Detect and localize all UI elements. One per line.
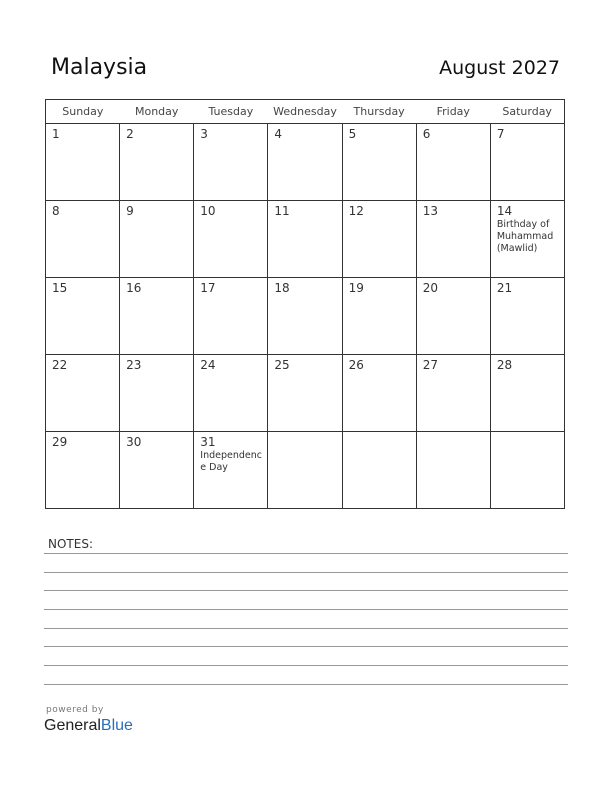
calendar-day-cell <box>120 432 194 509</box>
holiday-label: Independence Day <box>200 450 262 473</box>
calendar-day-cell <box>194 124 268 201</box>
calendar-week-row <box>46 124 565 201</box>
day-number: 30 <box>126 435 142 449</box>
note-line <box>44 665 568 666</box>
calendar-day-cell <box>120 278 194 355</box>
country-title: Malaysia <box>51 55 148 80</box>
day-number: 3 <box>200 127 208 141</box>
note-line <box>44 628 568 629</box>
day-number: 10 <box>200 204 216 218</box>
notes-label: NOTES: <box>48 537 93 551</box>
day-number: 4 <box>274 127 283 141</box>
day-number: 14 <box>496 204 513 218</box>
calendar-day-cell <box>120 124 194 201</box>
day-number: 8 <box>52 204 60 218</box>
day-number: 2 <box>126 127 134 141</box>
holiday-label: Birthday of Muhammad (Mawlid) <box>496 219 554 254</box>
day-number: 31 <box>200 435 216 449</box>
day-number: 20 <box>422 281 438 295</box>
calendar-day-cell <box>46 124 120 201</box>
brand-logo <box>44 717 133 735</box>
day-number: 19 <box>348 281 364 295</box>
weekday-header: Thursday <box>342 100 416 124</box>
calendar-day-cell <box>194 278 268 355</box>
brand-name-part1: General <box>44 717 101 734</box>
day-number: 11 <box>274 204 290 218</box>
day-number: 27 <box>422 358 438 372</box>
weekday-header: Friday <box>416 100 490 124</box>
day-number: 29 <box>52 435 68 449</box>
weekday-header: Saturday <box>490 100 564 124</box>
calendar-day-cell <box>268 432 342 509</box>
calendar-day-cell <box>490 124 564 201</box>
weekday-header-row <box>46 100 565 124</box>
calendar-day-cell <box>46 355 120 432</box>
day-number: 18 <box>274 281 290 295</box>
calendar-week-row <box>46 432 565 509</box>
day-number: 16 <box>126 281 142 295</box>
note-line <box>44 646 568 647</box>
calendar-day-cell <box>342 278 416 355</box>
day-number: 23 <box>126 358 142 372</box>
weekday-header: Wednesday <box>268 100 342 124</box>
calendar-day-cell <box>194 432 268 509</box>
calendar-day-cell <box>416 432 490 509</box>
day-number: 12 <box>348 204 364 218</box>
calendar-week-row <box>46 355 565 432</box>
calendar-day-cell <box>268 124 342 201</box>
calendar-day-cell <box>268 278 342 355</box>
calendar-day-cell <box>342 201 416 278</box>
calendar-day-cell <box>416 355 490 432</box>
calendar-day-cell <box>490 278 564 355</box>
day-number: 6 <box>422 127 431 141</box>
calendar-week-row <box>46 201 565 278</box>
brand-name-part2: Blue <box>100 717 133 734</box>
calendar-day-cell <box>416 201 490 278</box>
calendar-day-cell <box>46 432 120 509</box>
calendar-day-cell <box>342 124 416 201</box>
day-number: 1 <box>52 127 60 141</box>
calendar-day-cell <box>490 201 564 278</box>
day-number: 15 <box>52 281 68 295</box>
calendar-day-cell <box>46 201 120 278</box>
calendar-day-cell <box>342 432 416 509</box>
powered-by-text: powered by <box>46 705 104 715</box>
note-line <box>44 684 568 685</box>
day-number: 26 <box>348 358 364 372</box>
day-number: 17 <box>200 281 216 295</box>
calendar-day-cell <box>268 355 342 432</box>
note-line <box>44 609 568 610</box>
calendar-day-cell <box>194 201 268 278</box>
note-line <box>44 553 568 554</box>
month-title: August 2027 <box>439 57 560 79</box>
weekday-header: Tuesday <box>194 100 268 124</box>
day-number: 5 <box>348 127 357 141</box>
day-number: 22 <box>52 358 68 372</box>
day-number: 25 <box>274 358 290 372</box>
calendar-day-cell <box>416 278 490 355</box>
calendar-day-cell <box>342 355 416 432</box>
calendar-day-cell <box>268 201 342 278</box>
calendar-day-cell <box>194 355 268 432</box>
day-number: 21 <box>496 281 513 295</box>
calendar-grid <box>45 99 565 509</box>
day-number: 13 <box>422 204 438 218</box>
note-line <box>44 590 568 591</box>
day-number: 24 <box>200 358 216 372</box>
calendar-day-cell <box>46 278 120 355</box>
weekday-header: Monday <box>120 100 194 124</box>
weekday-header: Sunday <box>46 100 120 124</box>
calendar-day-cell <box>416 124 490 201</box>
day-number: 9 <box>126 204 134 218</box>
calendar-day-cell <box>490 355 564 432</box>
calendar-day-cell <box>120 201 194 278</box>
day-number: 28 <box>496 358 513 372</box>
note-line <box>44 572 568 573</box>
day-number: 7 <box>496 127 505 141</box>
calendar-day-cell <box>490 432 564 509</box>
calendar-day-cell <box>120 355 194 432</box>
calendar-week-row <box>46 278 565 355</box>
